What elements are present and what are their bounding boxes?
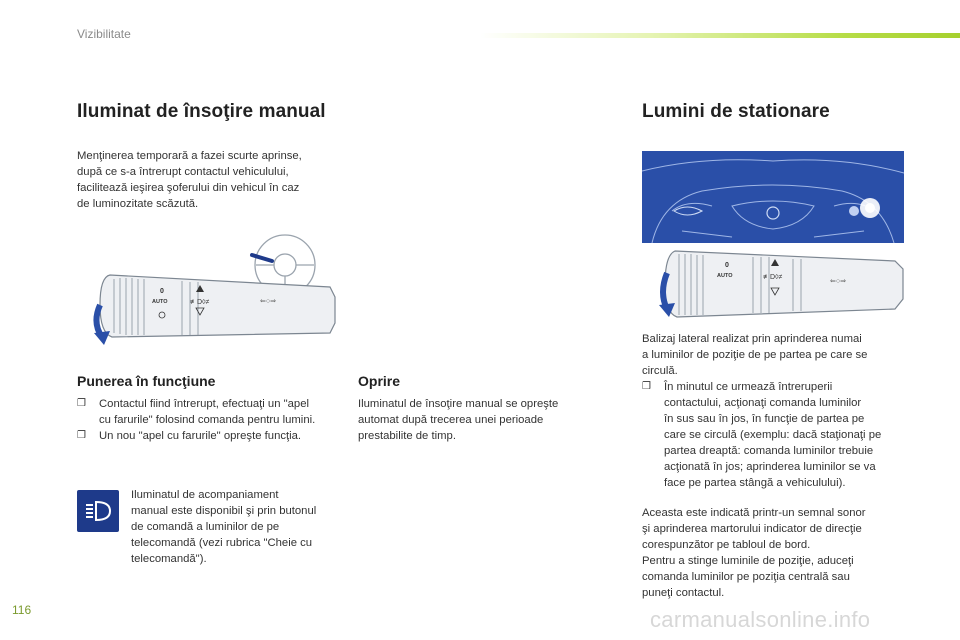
activation-heading: Punerea în funcţiune — [77, 373, 216, 389]
left-section-title: Iluminat de însoţire manual — [77, 101, 326, 122]
deactivation-text: Iluminatul de însoţire manual se opreşte automat după trecerea unei perioade prestabilite de timp. — [358, 398, 559, 442]
bullet-marker-icon: ❒ — [77, 430, 86, 441]
header-accent-bar — [480, 33, 960, 38]
list-item: ❒ În minutul ce urmează întreruperii contactului, acţionaţi comanda luminilor în sus sau în jos, în funcţie de partea pe care se circulă (exemplu: dacă staţionaţi pe partea dreaptă: comanda luminilor trebuie acţionată în jos; aprinderea luminilor se va face pe partea stângă a vehiculului). — [642, 381, 882, 489]
left-intro-text: Menţinerea temporară a fazei scurte aprinse, după ce s-a întrerupt contactul vehiculului, facilitează ieşirea şoferului din vehicul în caz de luminozitate scăzută. — [77, 150, 302, 210]
headlamp-icon — [77, 490, 119, 532]
section-label: Vizibilitate — [77, 27, 131, 41]
list-item: ❒ Un nou "apel cu farurile" opreşte funcţia. — [77, 430, 302, 442]
watermark: carmanualsonline.info — [650, 607, 871, 632]
light-stalk-illustration — [90, 225, 338, 350]
auto-label: AUTO — [152, 299, 168, 305]
right-intro-text: Balizaj lateral realizat prin aprinderea numai a luminilor de poziţie de pe partea pe care se circulă. — [642, 333, 868, 377]
svg-text:⇐○⇒: ⇐○⇒ — [260, 298, 276, 305]
list-item: ❒ Contactul fiind întrerupt, efectuaţi un "apel cu farurile" folosind comanda pentru lumini. — [77, 398, 316, 426]
svg-text:≢D◊≠: ≢D◊≠ — [190, 299, 210, 306]
auto-label-right: AUTO — [717, 273, 733, 279]
page-number: 116 — [12, 603, 32, 617]
bullet-marker-icon: ❒ — [642, 381, 651, 392]
bullet-marker-icon: ❒ — [77, 398, 86, 409]
parking-light-list — [642, 379, 922, 491]
car-front-illustration — [642, 151, 904, 243]
activation-list — [77, 396, 347, 444]
right-section-title: Lumini de stationare — [642, 101, 830, 122]
zero-label: 0 — [160, 288, 164, 295]
note-text: Iluminatul de acompaniament manual este disponibil şi prin butonul de comandă a luminilor de pe telecomandă (vezi rubrica "Cheie cu telecomandă"). — [131, 489, 317, 565]
light-stalk-illustration-right — [655, 245, 905, 325]
zero-label-right: 0 — [725, 262, 729, 269]
right-outro-text: Aceasta este indicată printr-un semnal sonor şi aprinderea martorului indicator de direcţie corespunzător pe tabloul de bord. Pentru a stinge luminile de poziţie, aduceţi comanda luminilor pe poziţia centrală sau puneţi contactul. — [642, 507, 866, 599]
deactivation-heading: Oprire — [358, 373, 401, 389]
svg-text:≢D◊≠: ≢D◊≠ — [763, 274, 783, 281]
svg-text:⇐○⇒: ⇐○⇒ — [830, 278, 846, 285]
